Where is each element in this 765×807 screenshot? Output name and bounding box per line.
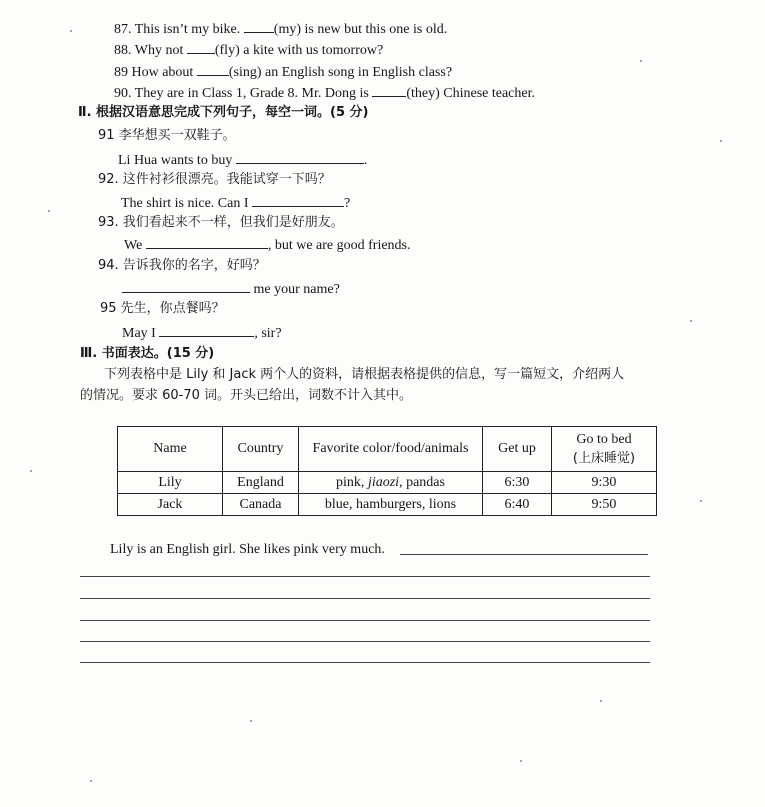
cell-favorite [299, 494, 483, 516]
writing-line-3[interactable] [80, 598, 650, 599]
header-go-to-bed-cn: (上床睡觉) [572, 451, 636, 466]
cell-get-up: 6:30 [483, 472, 552, 494]
writing-line-6[interactable] [80, 662, 650, 663]
table-row [118, 494, 657, 516]
q87-suffix: (my) is new but this one is old. [273, 22, 448, 37]
q91-prefix: Li Hua wants to buy [118, 153, 236, 168]
q95-blank[interactable] [159, 323, 254, 337]
q95-english [122, 323, 282, 343]
q91-blank[interactable] [236, 150, 364, 164]
cell-favorite-italic: jiaozi [367, 474, 400, 490]
cell-favorite [299, 472, 483, 494]
q89-blank[interactable] [197, 62, 229, 76]
q94-blank[interactable] [122, 279, 250, 293]
q92-prefix: The shirt is nice. Can I [121, 196, 253, 211]
scan-speck [520, 760, 522, 762]
instructions-line-1: 下列表格中是 Lily 和 Jack 两个人的资料，请根据表格提供的信息，写一篇短文，介绍两人 [104, 367, 625, 382]
cell-country: Canada [223, 494, 299, 516]
q93-english [124, 235, 411, 255]
scan-speck [70, 30, 72, 32]
cell-favorite-pre: blue, hamburgers, lions [324, 496, 457, 512]
question-88 [114, 40, 383, 60]
q93-chinese: 93. 我们看起来不一样，但我们是好朋友。 [98, 215, 344, 230]
cell-favorite-post: , pandas [399, 474, 445, 490]
writing-start-line [110, 541, 385, 559]
question-89 [114, 62, 452, 82]
q93-suffix: , but we are good friends. [267, 238, 411, 253]
q91-suffix: . [363, 153, 368, 168]
writing-line-2[interactable] [80, 576, 650, 577]
instructions-line-2: 的情况。要求 60-70 词。开头已给出，词数不计入其中。 [80, 388, 413, 403]
table-header-row [118, 427, 657, 472]
header-country: Country [223, 427, 299, 472]
section-3-title: Ⅲ. 书面表达。(15 分) [80, 346, 215, 361]
cell-get-up: 6:40 [483, 494, 552, 516]
cell-name: Jack [118, 494, 223, 516]
info-table [117, 426, 657, 516]
section-2-title: Ⅱ. 根据汉语意思完成下列句子，每空一词。(5 分) [78, 105, 369, 120]
q88-prefix: 88. Why not [114, 43, 187, 58]
scan-speck [690, 320, 692, 322]
question-87 [114, 19, 447, 39]
scan-speck [30, 470, 32, 472]
q94-suffix: me your name? [250, 282, 340, 297]
writing-start-sentence: Lily is an English girl. She likes pink very much. [110, 542, 385, 557]
q92-english [121, 193, 350, 213]
header-go-to-bed-en: Go to bed [576, 432, 632, 447]
scan-speck [640, 60, 642, 62]
scan-speck [48, 210, 50, 212]
q94-english [122, 279, 340, 299]
writing-line-5[interactable] [80, 641, 650, 642]
q95-prefix: May I [122, 326, 160, 341]
scan-speck [720, 140, 722, 142]
q95-suffix: , sir? [254, 326, 282, 341]
q90-blank[interactable] [372, 83, 406, 97]
question-90 [114, 83, 535, 103]
q93-blank[interactable] [146, 235, 268, 249]
q90-prefix: 90. They are in Class 1, Grade 8. Mr. Dong is [114, 86, 373, 101]
cell-country: England [223, 472, 299, 494]
q87-prefix: 87. This isn’t my bike. [114, 22, 244, 37]
q87-blank[interactable] [244, 19, 274, 33]
writing-line-1[interactable] [400, 554, 648, 555]
q88-blank[interactable] [187, 40, 215, 54]
q92-chinese: 92. 这件衬衫很漂亮。我能试穿一下吗？ [98, 172, 331, 187]
q89-prefix: 89 How about [114, 65, 197, 80]
cell-go-to-bed: 9:30 [552, 472, 657, 494]
cell-name: Lily [118, 472, 223, 494]
q93-prefix: We [124, 238, 146, 253]
scan-speck [600, 700, 602, 702]
q88-suffix: (fly) a kite with us tomorrow? [214, 43, 384, 58]
cell-go-to-bed: 9:50 [552, 494, 657, 516]
scan-speck [250, 720, 252, 722]
q89-suffix: (sing) an English song in English class? [228, 65, 453, 80]
scan-speck [90, 780, 92, 782]
q90-suffix: (they) Chinese teacher. [406, 86, 535, 101]
header-name: Name [118, 427, 223, 472]
q92-suffix: ? [344, 196, 351, 211]
header-get-up: Get up [483, 427, 552, 472]
q94-chinese: 94. 告诉我你的名字，好吗？ [98, 258, 266, 273]
q91-chinese: 91 李华想买一双鞋子。 [98, 128, 236, 143]
header-favorite: Favorite color/food/animals [299, 427, 483, 472]
scan-speck [700, 500, 702, 502]
q91-english [118, 150, 367, 170]
table-row [118, 472, 657, 494]
q92-blank[interactable] [252, 193, 344, 207]
writing-line-4[interactable] [80, 620, 650, 621]
q95-chinese: 95 先生，你点餐吗？ [100, 301, 225, 316]
header-go-to-bed [552, 427, 657, 472]
cell-favorite-pre: pink, [336, 474, 368, 490]
